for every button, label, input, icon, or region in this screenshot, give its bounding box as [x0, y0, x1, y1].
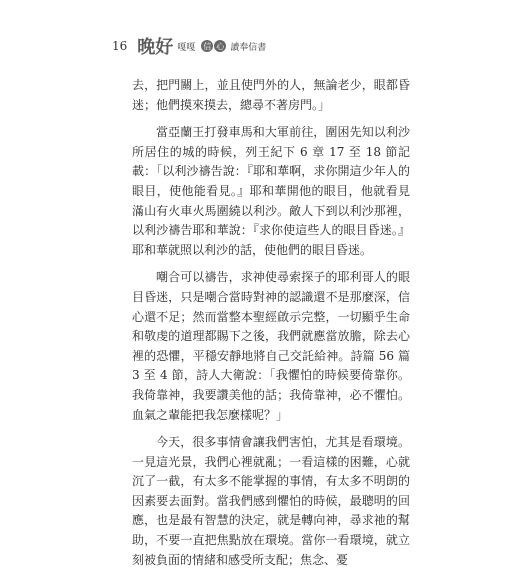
page-number: 16: [112, 39, 128, 53]
page-body: [132, 76, 410, 578]
paragraph-1: 去，把門關上，並且使門外的人，無論老少，眼都昏迷；他們摸來摸去，總尋不著房門。」: [132, 78, 410, 112]
book-logo: 晚好: [137, 37, 174, 58]
running-header: [112, 34, 266, 58]
series-title: 讀奉信書: [230, 42, 267, 53]
book-logo-sub: 嘎嘎: [177, 42, 196, 53]
paragraph-4: 今天，很多事情會讓我們害怕，尤其是看環境。一見這光景，我們心裡就亂；一看這樣的困難，心就沉了一截，有太多不能掌握的事情，有太多不明朗的因素要去面對。當我們感到懼怕的時候，最聰明的回應，也是最有智慧的決定，就是轉向神，尋求祂的幫助，不要一直把焦點放在環境。當你一看環境，就立刻被負面的情緒和感受所支配；焦念、憂: [132, 435, 410, 567]
paragraph-3: 嘲合可以禱告，求神使尋索探子的耶利哥人的眼目昏迷，只是嘲合當時對神的認識還不是那麼深，信心還不足；然而當整本聖經啟示完整，一切顯乎生命和敬虔的道理都賜下之後，我們就應當放膽，除去心裡的恐懼，平穩安靜地將自己交託給神。詩篇 56 篇 3 至 4 節，詩人大衛說：「我懼怕的時候要倚靠你。我倚靠神，我要讚美他的話；我倚靠神，必不懼怕。血氣之輩能把我怎麼樣呢？」: [132, 270, 410, 422]
paragraph-2: 當亞蘭王打發車馬和大軍前往，圍困先知以利沙所居住的城的時候，列王紀下 6 章 17 至 18 節記載：「以利沙禱告說：『耶和華啊，求你開這少年人的眼目，使他能看見。』耶和華開他的眼目，他就看見滿山有火車火馬圍繞以利沙。敵人下到以利沙那裡，以利沙禱告耶和華說：『求你使這些人的眼目昏迷。』耶和華就照以利沙的話，使他們的眼目昏迷。: [132, 125, 410, 257]
series-badge-1: 信: [203, 41, 212, 51]
series-badge-2: 心: [216, 41, 225, 51]
